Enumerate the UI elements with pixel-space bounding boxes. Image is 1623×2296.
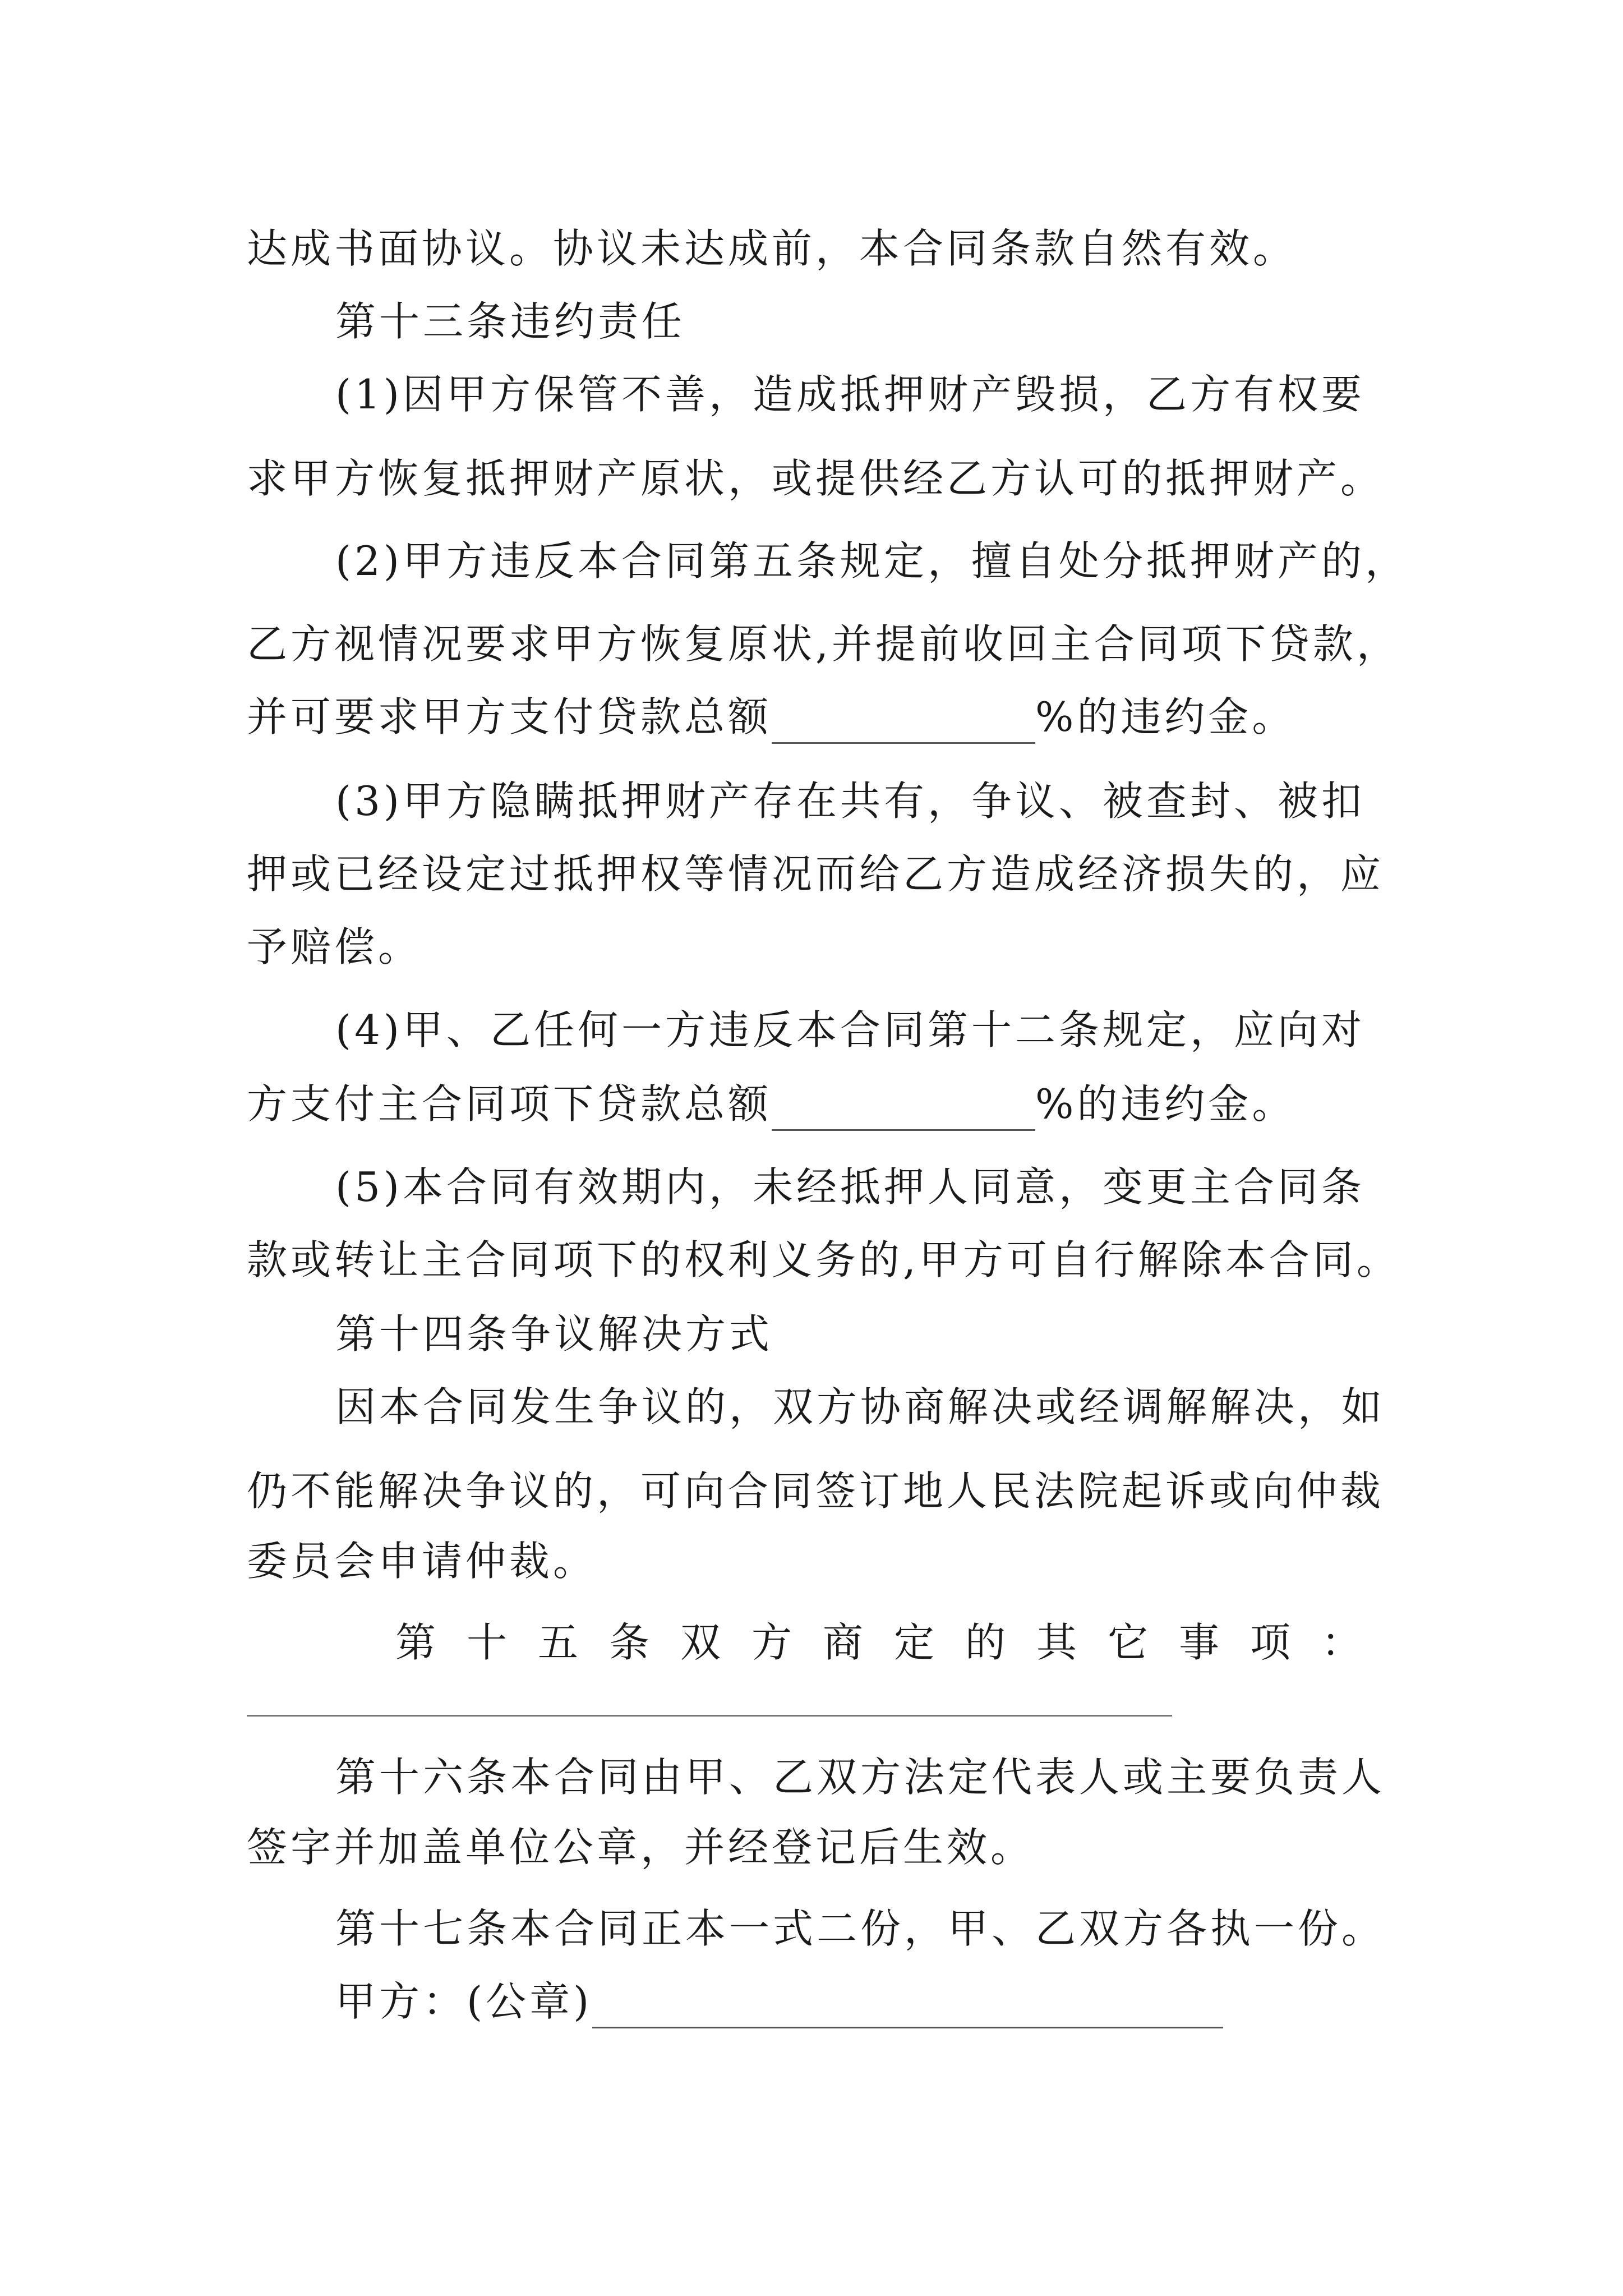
paragraph-line: 予赔偿。	[247, 923, 422, 970]
paragraph-line: 因本合同发生争议的，双方协商解决或经调解解决，如	[335, 1383, 1386, 1430]
paragraph-line	[247, 1077, 1295, 1131]
paragraph-line: (3)甲方隐瞒抵押财产存在共有，争议、被查封、被扣	[335, 777, 1365, 825]
party-a-seal-blank[interactable]	[592, 1987, 1223, 2028]
paragraph-text: %的违约金。	[1035, 693, 1296, 740]
signature-line-party-a	[335, 1975, 1223, 2028]
fill-in-blank-percent[interactable]	[772, 1090, 1035, 1131]
paragraph-text: %的违约金。	[1035, 1080, 1296, 1128]
section-heading-13: 第十三条违约责任	[335, 298, 686, 345]
paragraph-line: 第十七条本合同正本一式二份，甲、乙双方各执一份。	[335, 1905, 1386, 1952]
paragraph-line: 第十六条本合同由甲、乙双方法定代表人或主要负责人	[335, 1754, 1386, 1801]
paragraph-line: 押或已经设定过抵押权等情况而给乙方造成经济损失的，应	[247, 850, 1385, 898]
paragraph-line: 达成书面协议。协议未达成前，本合同条款自然有效。	[247, 225, 1297, 272]
paragraph-text: 方支付主合同项下贷款总额	[247, 1080, 772, 1128]
paragraph-line: 款或转让主合同项下的权利义务的,甲方可自行解除本合同。	[247, 1236, 1400, 1283]
paragraph-line: (5)本合同有效期内，未经抵押人同意，变更主合同条	[335, 1163, 1365, 1211]
paragraph-line: 仍不能解决争议的，可向合同签订地人民法院起诉或向仲裁	[247, 1467, 1385, 1515]
paragraph-line: 求甲方恢复抵押财产原状，或提供经乙方认可的抵押财产。	[247, 455, 1385, 502]
section-heading-14: 第十四条争议解决方式	[335, 1310, 773, 1358]
paragraph-line: 乙方视情况要求甲方恢复原状,并提前收回主合同项下贷款，	[247, 620, 1400, 668]
paragraph-line: (4)甲、乙任何一方违反本合同第十二条规定，应向对	[335, 1006, 1365, 1053]
paragraph-line: 委员会申请仲裁。	[247, 1538, 597, 1585]
fill-in-line-other-matters[interactable]	[247, 1715, 1172, 1717]
paragraph-line: 签字并加盖单位公章，并经登记后生效。	[247, 1824, 1035, 1871]
party-a-label: 甲方：(公章)	[335, 1978, 593, 2025]
paragraph-line: (1)因甲方保管不善，造成抵押财产毁损，乙方有权要	[335, 371, 1365, 418]
paragraph-line	[247, 690, 1295, 744]
section-heading-15: 第十五条双方商定的其它事项：	[395, 1619, 1393, 1666]
paragraph-text: 并可要求甲方支付贷款总额	[247, 693, 772, 740]
paragraph-line: (2)甲方违反本合同第五条规定，擅自处分抵押财产的，	[335, 537, 1409, 585]
fill-in-blank-percent[interactable]	[772, 703, 1035, 744]
